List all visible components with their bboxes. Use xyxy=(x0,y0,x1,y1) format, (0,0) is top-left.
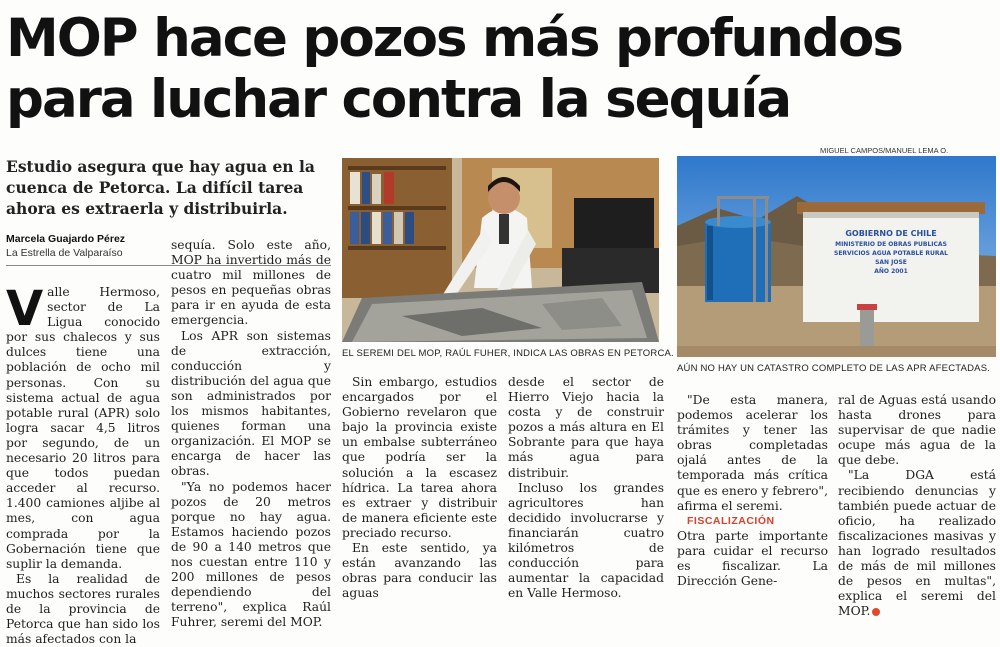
body-paragraph: Es la realidad de muchos sectores rurales de la provincia de Petorca que han sido los más afectados con la xyxy=(6,571,160,647)
author-name: Marcela Guajardo Pérez xyxy=(6,233,126,245)
headline-line-2: para luchar contra la sequía xyxy=(6,69,791,130)
headline xyxy=(6,8,996,130)
sign-line: GOBIERNO DE CHILE xyxy=(845,229,937,238)
photo-seremi xyxy=(342,158,659,342)
sign-line: SERVICIOS AGUA POTABLE RURAL xyxy=(834,250,948,257)
body-column-3 xyxy=(342,375,497,601)
deck: Estudio asegura que hay agua en la cuenca de Petorca. La difícil tarea ahora es extraerla y distribuirla. xyxy=(6,157,315,218)
sign-line: MINISTERIO DE OBRAS PUBLICAS xyxy=(835,241,947,248)
body-paragraph: Los APR son sistemas de extracción, conducción y distribución del agua que son administrados por los mismos habitantes, quienes forman una organización. El MOP se encarga de hacer las obras. xyxy=(171,328,331,479)
body-paragraph: desde el sector de Hierro Viejo hacia la costa y de construir pozos a más altura en El Sobrante para que haya más agua para distribuir. xyxy=(508,375,664,480)
drop-cap: V xyxy=(6,281,44,337)
body-paragraph: sequía. Solo este año, MOP ha invertido más de cuatro mil millones de pesos en pequeñas obras para ir en ayuda de esta emergencia. xyxy=(171,238,331,328)
photo-seremi-caption: EL SEREMI DEL MOP, RAÚL FUHER, INDICA LAS OBRAS EN PETORCA. xyxy=(342,348,674,359)
photo-credit: MIGUEL CAMPOS/MANUEL LEMA O. xyxy=(820,146,949,155)
body-column-2 xyxy=(171,238,331,630)
body-text: alle Hermoso, sector de La Ligua conocido por sus chalecos y sus dulces tiene una población de ocho mil personas. Con su sistema actual de agua potable rural (APR) solo logra sacar 4,5 litros por segundo, de un necesario 20 litros para que todos puedan acceder al recurso. 1.400 camiones aljibe al mes, con agua comprada por la Gobernación tiene que suplir la demanda. xyxy=(6,285,160,571)
body-paragraph: En este sentido, ya están avanzando las obras para conducir las aguas xyxy=(342,541,497,601)
photo-water-tank-caption: AÚN NO HAY UN CATASTRO COMPLETO DE LAS APR AFECTADAS. xyxy=(677,363,991,374)
body-column-5 xyxy=(677,393,828,589)
body-column-6 xyxy=(838,393,996,619)
body-paragraph: ral de Aguas está usando hasta drones para supervisar de que nadie ocupe más agua de la que debe. xyxy=(838,393,996,468)
section-subhead: FISCALIZACIÓN xyxy=(687,514,775,527)
photo-seremi-image xyxy=(342,158,659,342)
sign-line: SAN JOSE xyxy=(875,259,907,266)
photo-water-tank-image xyxy=(677,156,996,357)
body-paragraph xyxy=(838,468,996,619)
body-paragraph: Sin embargo, estudios encargados por el Gobierno revelaron que bajo la provincia existe un embalse subterráneo que podría ser la solución a la escasez hídrica. La tarea ahora es extraer y distribuir de manera eficiente este preciado recurso. xyxy=(342,375,497,540)
body-paragraph: Otra parte importante para cuidar el recurso es fiscalizar. La Dirección Gene- xyxy=(677,528,828,589)
body-column-4 xyxy=(508,375,664,601)
body-paragraph: "Ya no podemos hacer pozos de 20 metros porque no hay agua. Estamos haciendo pozos de 90 a 140 metros que nos cuestan entre 110 y 200 millones de pesos dependiendo del terreno", explica Raúl Fuhrer, seremi del MOP. xyxy=(171,479,331,630)
body-paragraph xyxy=(6,281,160,572)
sign-line: AÑO 2001 xyxy=(874,268,908,275)
headline-line-1: MOP hace pozos más profundos xyxy=(6,8,902,69)
body-column-1 xyxy=(6,281,160,647)
body-paragraph: "De esta manera, podemos acelerar los trámites y tener las obras completadas ojalá antes de la temporada más crítica que es enero y febrero", afirma el seremi. xyxy=(677,393,828,513)
end-mark-icon xyxy=(872,608,880,616)
author-outlet: La Estrella de Valparaíso xyxy=(6,247,123,259)
photo-water-tank xyxy=(677,156,996,357)
body-paragraph: Incluso los grandes agricultores han decidido involucrarse y financiarán cuatro kilómetros de conducción para aumentar la capacidad en Valle Hermoso. xyxy=(508,480,664,601)
body-text: "La DGA está recibiendo denuncias y también puede actuar de oficio, ha realizado fiscalizaciones masivas y han logrado resultados de más de mil millones de pesos en multas", explica el seremi del MOP. xyxy=(838,468,996,619)
